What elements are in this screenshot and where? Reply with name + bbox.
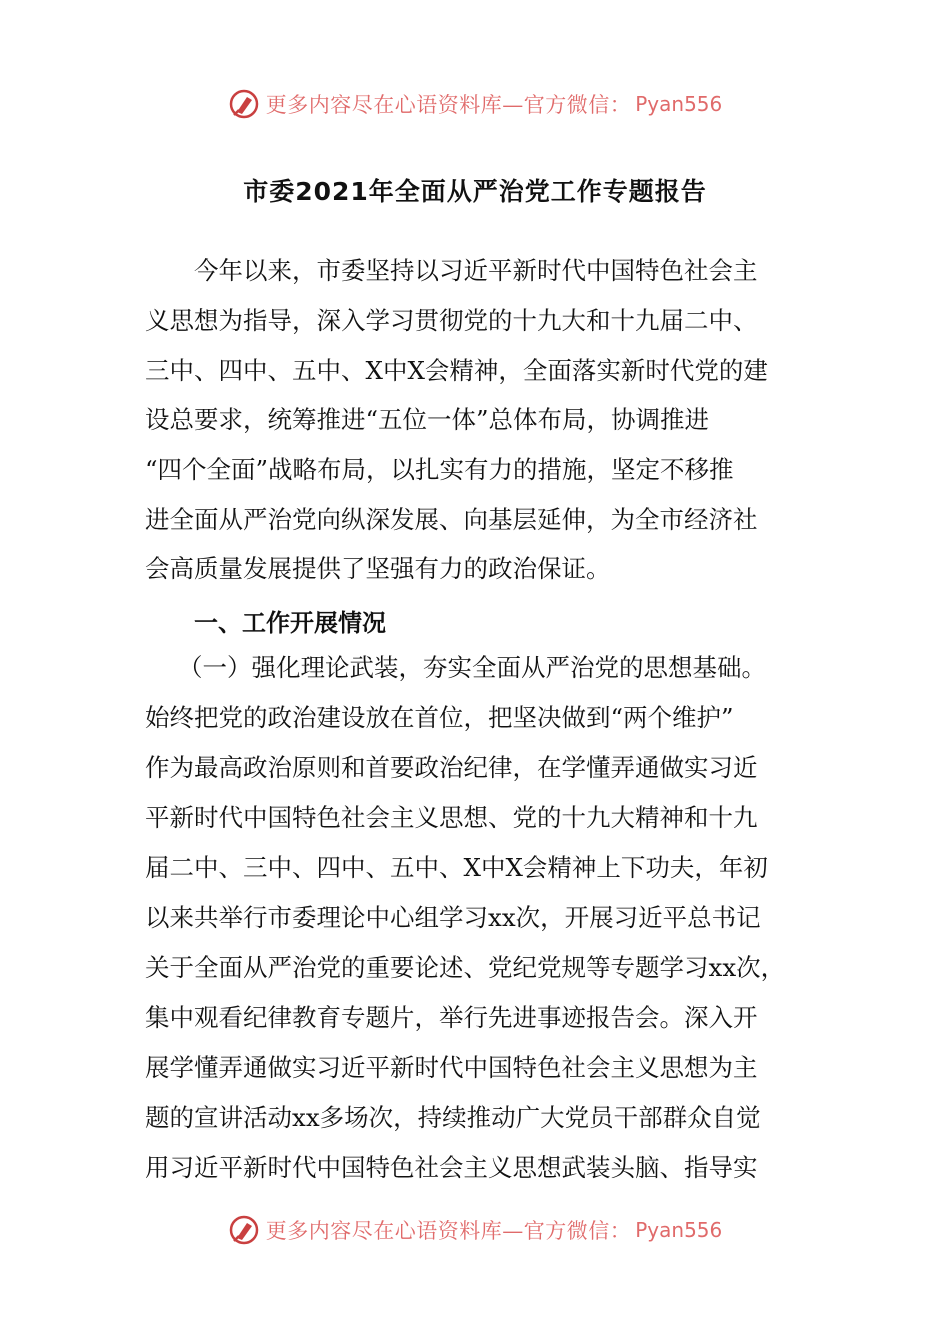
watermark-id: Pyan556 <box>635 1218 723 1242</box>
document-title: 市委2021年全面从严治党工作专题报告 <box>243 177 707 206</box>
paragraph-line: 三中、四中、五中、X中X会精神，全面落实新时代党的建 <box>145 356 768 385</box>
paragraph-line: 设总要求，统筹推进“五位一体”总体布局，协调推进 <box>145 405 710 434</box>
paragraph-line: 作为最高政治原则和首要政治纪律，在学懂弄通做实习近 <box>145 753 758 782</box>
paragraph-line: （一）强化理论武装，夯实全面从严治党的思想基础。 <box>178 653 766 682</box>
paragraph-line: 会高质量发展提供了坚强有力的政治保证。 <box>145 554 611 583</box>
paragraph-line: 关于全面从严治党的重要论述、党纪党规等专题学习xx次， <box>145 953 786 982</box>
watermark-id: Pyan556 <box>635 92 723 116</box>
paragraph-line: 用习近平新时代中国特色社会主义思想武装头脑、指导实 <box>145 1153 758 1182</box>
paragraph-line: 集中观看纪律教育专题片，举行先进事迹报告会。深入开 <box>145 1003 758 1032</box>
watermark-text: 更多内容尽在心语资料库—官方微信： <box>265 93 632 117</box>
watermark-banner-top <box>0 84 950 124</box>
paragraph-line: 届二中、三中、四中、五中、X中X会精神上下功夫，年初 <box>145 853 768 882</box>
paragraph-line: 以来共举行市委理论中心组学习xx次，开展习近平总书记 <box>145 903 761 932</box>
watermark-text: 更多内容尽在心语资料库—官方微信： <box>265 1219 632 1243</box>
paragraph-line: 题的宣讲活动xx多场次，持续推动广大党员干部群众自觉 <box>145 1103 761 1132</box>
pen-nib-circle-icon <box>228 1214 260 1246</box>
paragraph-line: 展学懂弄通做实习近平新时代中国特色社会主义思想为主 <box>145 1053 758 1082</box>
pen-nib-circle-icon <box>228 88 260 120</box>
paragraph-line: 平新时代中国特色社会主义思想、党的十九大精神和十九 <box>145 803 758 832</box>
paragraph-line: “四个全面”战略布局，以扎实有力的措施，坚定不移推 <box>145 455 734 484</box>
section-heading: 一、工作开展情况 <box>194 609 386 637</box>
paragraph-line: 今年以来，市委坚持以习近平新时代中国特色社会主 <box>194 256 758 285</box>
paragraph-line: 进全面从严治党向纵深发展、向基层延伸，为全市经济社 <box>145 505 758 534</box>
paragraph-line: 始终把党的政治建设放在首位，把坚决做到“两个维护” <box>145 703 734 732</box>
watermark-banner-bottom <box>0 1210 950 1250</box>
paragraph-line: 义思想为指导，深入学习贯彻党的十九大和十九届二中、 <box>145 306 758 335</box>
